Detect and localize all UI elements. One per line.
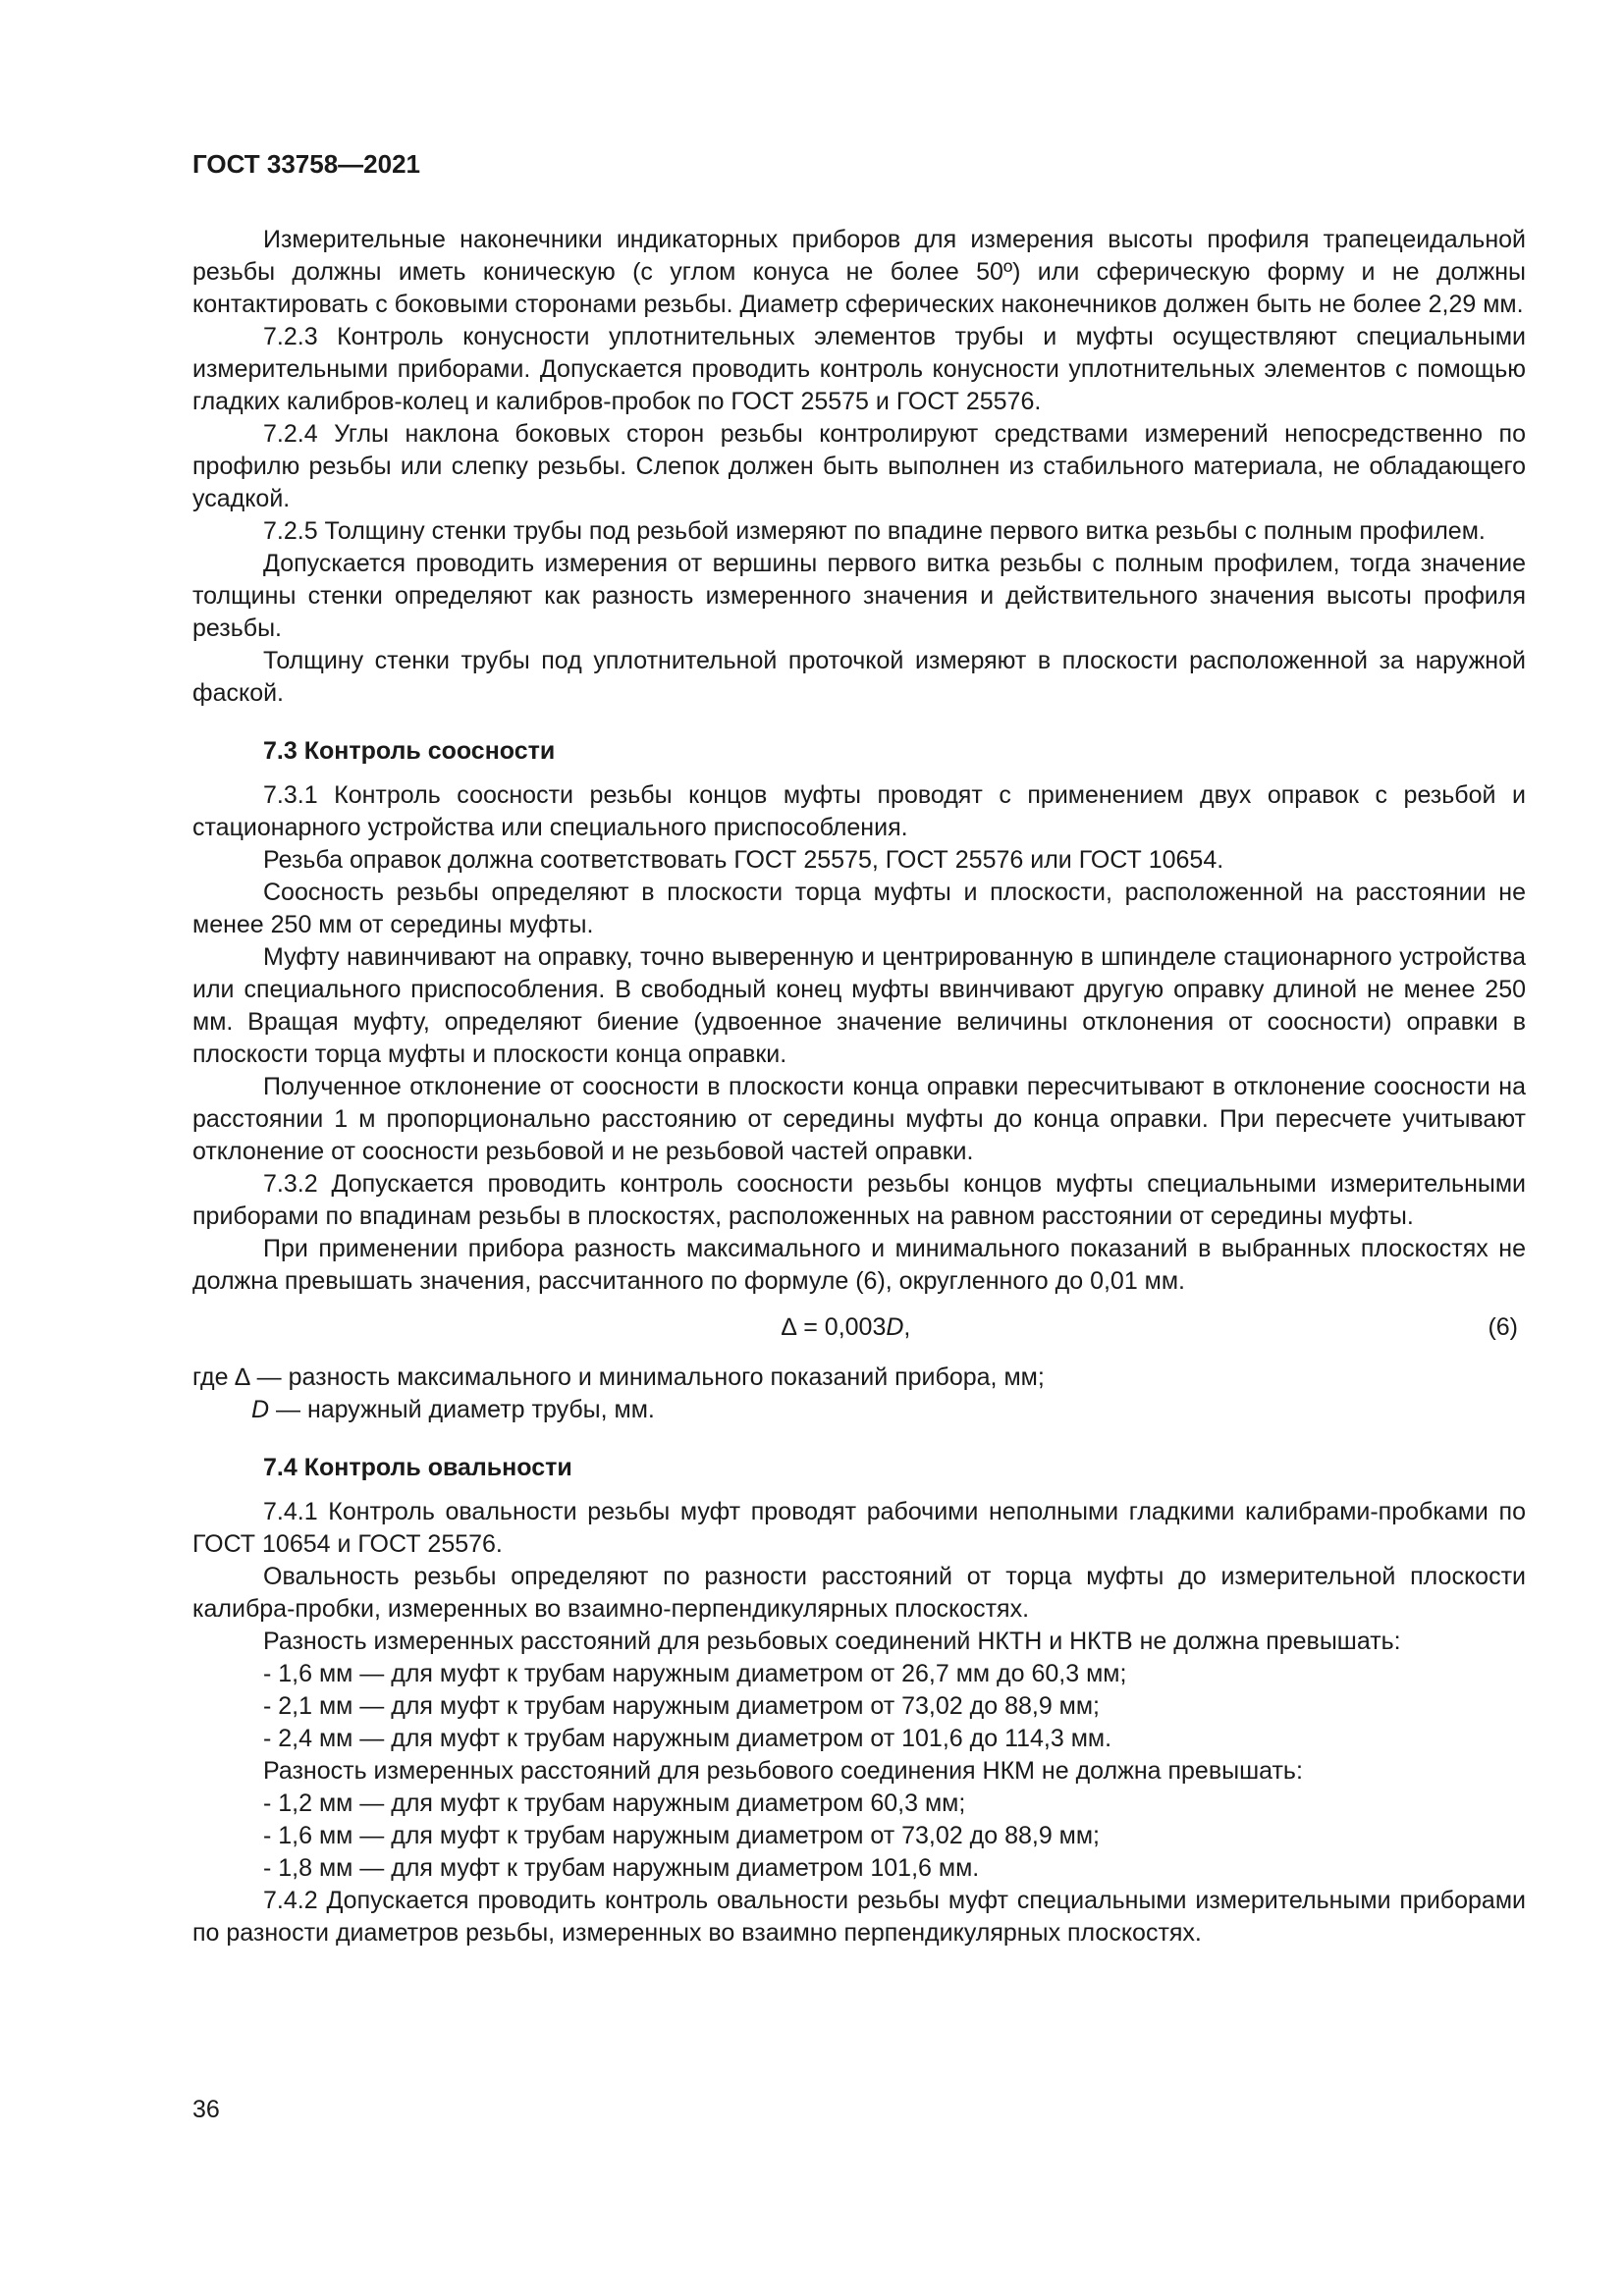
formula-number: (6) — [1488, 1313, 1518, 1341]
legend-symbol: где ∆ — [192, 1363, 250, 1391]
paragraph: Измерительные наконечники индикаторных приборов для измерения высоты профиля трапецеидальной резьбы должны иметь коническую (с углом конуса не более 50º) или сферическую форму и не должны контактировать с боковыми сторонами резьбы. Диаметр сферических наконечников должен быть не более 2,29 мм. — [192, 226, 1526, 318]
formula-variable: D — [886, 1313, 904, 1341]
paragraph: 7.2.3 Контроль конусности уплотнительных элементов трубы и муфты осуществляют специальными измерительными приборами. Допускается проводить контроль конусности уплотнительных элементов с помощью гладких калибров-колец и калибров-пробок по ГОСТ 25575 и ГОСТ 25576. — [192, 323, 1526, 415]
formula-6 — [192, 1311, 1526, 1344]
paragraph: Разность измеренных расстояний для резьбовых соединений НКТН и НКТВ не должна превышать: — [263, 1628, 1401, 1655]
section-heading-7-4: 7.4 Контроль овальности — [263, 1454, 572, 1481]
formula-lhs: ∆ = 0,003 — [782, 1313, 887, 1341]
list-item: - 1,2 мм — для муфт к трубам наружным диаметром 60,3 мм; — [263, 1789, 966, 1817]
paragraph: Полученное отклонение от соосности в плоскости конца оправки пересчитывают в отклонение соосности на расстоянии 1 м пропорционально расстоянию от середины муфты до конца оправки. При пересчете учитывают отклонение от соосности резьбовой и не резьбовой частей оправки. — [192, 1073, 1526, 1165]
list-item: - 2,4 мм — для муфт к трубам наружным диаметром от 101,6 до 114,3 мм. — [263, 1725, 1112, 1752]
page-number: 36 — [192, 2096, 220, 2123]
legend-text: — разность максимального и минимального показаний прибора, мм; — [249, 1363, 1045, 1391]
paragraph: Толщину стенки трубы под уплотнительной проточкой измеряют в плоскости расположенной за наружной фаской. — [192, 647, 1526, 707]
paragraph: 7.2.4 Углы наклона боковых сторон резьбы контролируют средствами измерений непосредственно по профилю резьбы или слепку резьбы. Слепок должен быть выполнен из стабильного материала, не обладающего усадкой. — [192, 420, 1526, 512]
paragraph: При применении прибора разность максимального и минимального показаний в выбранных плоскостях не должна превышать значения, рассчитанного по формуле (6), округленного до 0,01 мм. — [192, 1235, 1526, 1295]
page-body — [192, 224, 1526, 1949]
paragraph: 7.3.1 Контроль соосности резьбы концов муфты проводят с применением двух оправок с резьбой и стационарного устройства или специального приспособления. — [192, 781, 1526, 841]
list-item: - 1,6 мм — для муфт к трубам наружным диаметром от 73,02 до 88,9 мм; — [263, 1822, 1100, 1849]
paragraph: Резьба оправок должна соответствовать ГОСТ 25575, ГОСТ 25576 или ГОСТ 10654. — [263, 846, 1224, 874]
paragraph: 7.2.5 Толщину стенки трубы под резьбой измеряют по впадине первого витка резьбы с полным профилем. — [263, 517, 1486, 545]
legend-text: — наружный диаметр трубы, мм. — [269, 1396, 655, 1423]
list-item: - 1,8 мм — для муфт к трубам наружным диаметром 101,6 мм. — [263, 1854, 980, 1882]
paragraph: 7.4.2 Допускается проводить контроль овальности резьбы муфт специальными измерительными приборами по разности диаметров резьбы, измеренных во взаимно перпендикулярных плоскостях. — [192, 1887, 1526, 1947]
paragraph: Разность измеренных расстояний для резьбового соединения НКМ не должна превышать: — [263, 1757, 1303, 1785]
legend-symbol: D — [251, 1396, 270, 1423]
paragraph: Овальность резьбы определяют по разности расстояний от торца муфты до измерительной плоскости калибра-пробки, измеренных во взаимно-перпендикулярных плоскостях. — [192, 1563, 1526, 1623]
list-item: - 2,1 мм — для муфт к трубам наружным диаметром от 73,02 до 88,9 мм; — [263, 1692, 1100, 1720]
formula-tail: , — [903, 1313, 911, 1341]
list-item: - 1,6 мм — для муфт к трубам наружным диаметром от 26,7 мм до 60,3 мм; — [263, 1660, 1127, 1687]
paragraph: 7.4.1 Контроль овальности резьбы муфт проводят рабочими неполными гладкими калибрами-пробками по ГОСТ 10654 и ГОСТ 25576. — [192, 1498, 1526, 1558]
section-heading-7-3: 7.3 Контроль соосности — [263, 737, 556, 765]
formula-expression — [782, 1311, 910, 1344]
paragraph: Допускается проводить измерения от вершины первого витка резьбы с полным профилем, тогда значение толщины стенки определяют как разность измеренного значения и действительного значения высоты профиля резьбы. — [192, 550, 1526, 642]
formula-legend-d — [251, 1394, 1526, 1426]
document-header: ГОСТ 33758—2021 — [192, 149, 420, 179]
formula-legend-delta — [192, 1362, 1526, 1394]
paragraph: 7.3.2 Допускается проводить контроль соосности резьбы концов муфты специальными измерительными приборами по впадинам резьбы в плоскостях, расположенных на равном расстоянии от середины муфты. — [192, 1170, 1526, 1230]
paragraph: Соосность резьбы определяют в плоскости торца муфты и плоскости, расположенной на расстоянии не менее 250 мм от середины муфты. — [192, 879, 1526, 938]
paragraph: Муфту навинчивают на оправку, точно выверенную и центрированную в шпинделе стационарного устройства или специального приспособления. В свободный конец муфты ввинчивают другую оправку длиной не менее 250 мм. Вращая муфту, определяют биение (удвоенное значение величины отклонения от соосности) оправки в плоскости торца муфты и плоскости конца оправки. — [192, 943, 1526, 1068]
